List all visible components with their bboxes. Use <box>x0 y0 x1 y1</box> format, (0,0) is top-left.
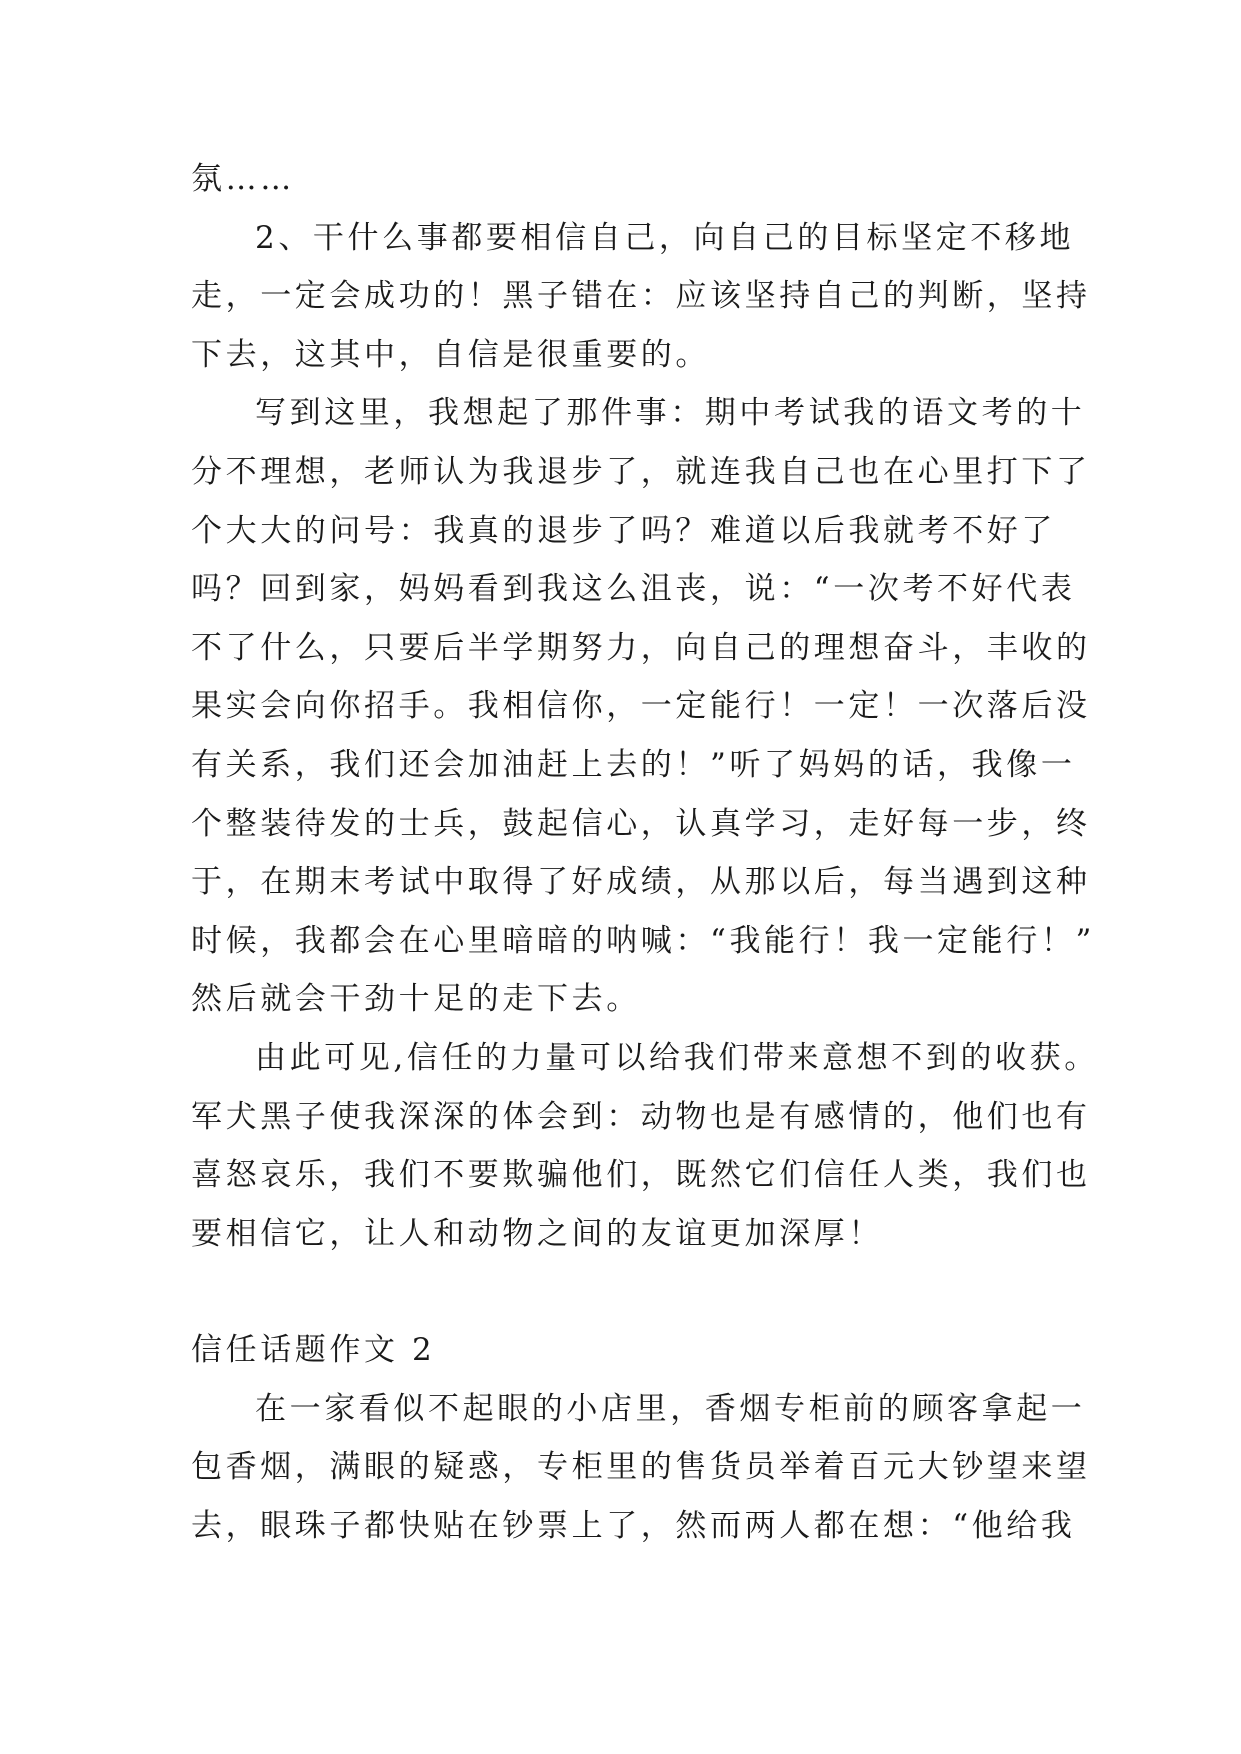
text-line: 于，在期末考试中取得了好成绩，从那以后，每当遇到这种 <box>191 864 1091 901</box>
text-line: 2、干什么事都要相信自己，向自己的目标坚定不移地 <box>255 219 1075 256</box>
text-line: 喜怒哀乐，我们不要欺骗他们，既然它们信任人类，我们也 <box>191 1157 1091 1194</box>
paragraph-story <box>191 384 1095 1029</box>
paragraph-essay-2 <box>191 1380 1091 1556</box>
text-line: 要相信它，让人和动物之间的友谊更加深厚！ <box>191 1215 883 1252</box>
text-line: 在一家看似不起眼的小店里，香烟专柜前的顾客拿起一 <box>255 1390 1086 1427</box>
text-line: 然后就会干劲十足的走下去。 <box>191 981 641 1018</box>
text-line: 果实会向你招手。我相信你，一定能行！一定！一次落后没 <box>191 688 1091 725</box>
text-line: 氛…… <box>191 161 295 197</box>
text-line: 包香烟，满眼的疑惑，专柜里的售货员举着百元大钞望来望 <box>191 1449 1091 1486</box>
text-line: 下去，这其中，自信是很重要的。 <box>191 336 710 373</box>
paragraph-conclusion <box>191 1029 1099 1263</box>
text-line: 军犬黑子使我深深的体会到：动物也是有感情的，他们也有 <box>191 1098 1091 1135</box>
text-line: 去，眼珠子都快贴在钞票上了，然而两人都在想：“他给我 <box>191 1508 1076 1545</box>
text-line: 个大大的问号：我真的退步了吗？难道以后我就考不好了 <box>191 512 1056 549</box>
document-page <box>191 150 1099 1556</box>
text-line: 吗？回到家，妈妈看到我这么沮丧，说：“一次考不好代表 <box>191 571 1076 608</box>
text-line: 不了什么，只要后半学期努力，向自己的理想奋斗，丰收的 <box>191 629 1091 666</box>
paragraph-continuation <box>191 150 1071 209</box>
essay-title <box>191 1321 1071 1380</box>
text-line: 由此可见,信任的力量可以给我们带来意想不到的收获。 <box>255 1039 1099 1076</box>
section-heading: 信任话题作文 2 <box>191 1332 436 1369</box>
text-line: 有关系，我们还会加油赶上去的！”听了妈妈的话，我像一 <box>191 746 1076 783</box>
text-line: 写到这里，我想起了那件事：期中考试我的语文考的十 <box>255 395 1086 432</box>
text-line: 走，一定会成功的！黑子错在：应该坚持自己的判断，坚持 <box>191 278 1091 315</box>
text-line: 时候，我都会在心里暗暗的呐喊：“我能行！我一定能行！” <box>191 922 1095 959</box>
text-line: 分不理想，老师认为我退步了，就连我自己也在心里打下了 <box>191 453 1091 490</box>
text-line: 个整装待发的士兵，鼓起信心，认真学习，走好每一步，终 <box>191 805 1091 842</box>
paragraph-point-2 <box>191 209 1091 385</box>
